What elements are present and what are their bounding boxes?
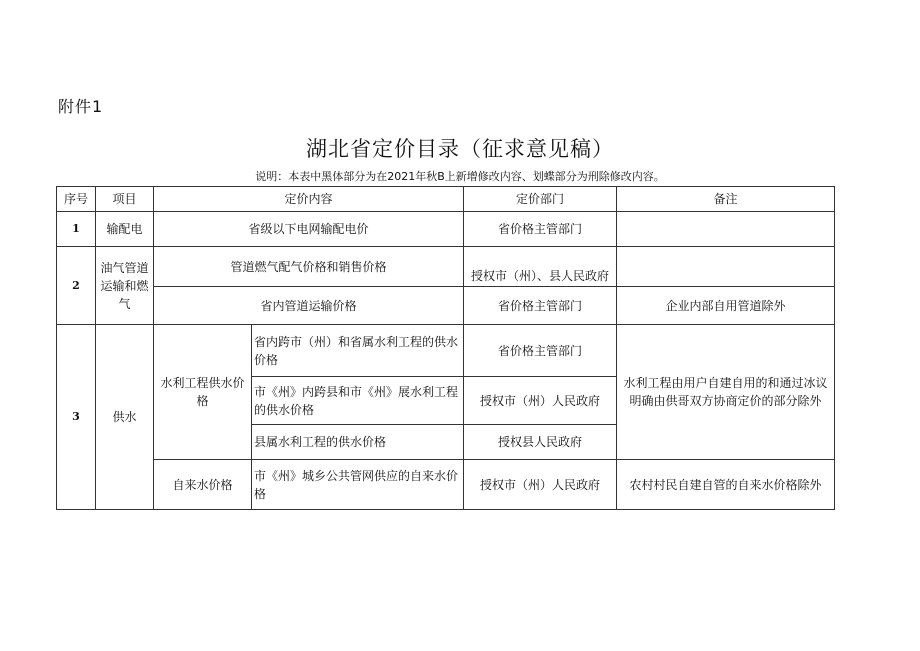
col-header-project: 项目 xyxy=(96,187,154,212)
row-content: 县属水利工程的供水价格 xyxy=(252,425,464,460)
row-content: 省级以下电网输配电价 xyxy=(154,212,464,247)
row-content: 市《州》内跨县和市《州》展水利工程的供水价格 xyxy=(252,377,464,425)
explanation-note: 说明：本表中黑体部分为在2021年秋B上新增修改内容、划蝶部分为刑除修改内容。 xyxy=(255,170,665,183)
row-content: 管道燃气配气价格和销售价格 xyxy=(154,247,464,287)
col-header-remark: 备注 xyxy=(617,187,835,212)
table-row xyxy=(57,325,835,377)
header-row xyxy=(57,187,835,212)
row-project: 输配电 xyxy=(96,212,154,247)
row-remark xyxy=(617,247,835,287)
row-project: 供水 xyxy=(96,325,154,510)
row-number: 3 xyxy=(57,325,96,510)
row-content: 市《州》城乡公共管网供应的自来水价格 xyxy=(252,460,464,510)
row-project: 油气管道运输和燃气 xyxy=(96,247,154,325)
row-department: 授权市（州）人民政府 xyxy=(464,460,617,510)
row-department: 省价格主管部门 xyxy=(464,212,617,247)
row-department: 省价格主管部门 xyxy=(464,325,617,377)
row-remark xyxy=(617,212,835,247)
row-subcategory: 自来水价格 xyxy=(154,460,252,510)
attachment-label: 附件1 xyxy=(58,97,104,116)
row-number: 1 xyxy=(57,212,96,247)
row-remark: 农村村民自建自管的自来水价格除外 xyxy=(617,460,835,510)
row-department: 省价格主管部门 xyxy=(464,287,617,325)
row-subcategory: 水利工程供水价格 xyxy=(154,325,252,460)
col-header-content: 定价内容 xyxy=(154,187,464,212)
row-department: 授权市（州）人民政府 xyxy=(464,377,617,425)
table-row xyxy=(57,212,835,247)
row-department: 授权县人民政府 xyxy=(464,425,617,460)
page-title: 湖北省定价目录（征求意见稿） xyxy=(306,137,614,161)
row-number: 2 xyxy=(57,247,96,325)
pricing-catalog-table xyxy=(56,186,835,510)
row-remark: 企业内部自用管道除外 xyxy=(617,287,835,325)
col-header-department: 定价部门 xyxy=(464,187,617,212)
row-content: 省内管道运输价格 xyxy=(154,287,464,325)
col-header-number: 序号 xyxy=(57,187,96,212)
row-remark: 水利工程由用户自建自用的和通过冰议明确由供哥双方协商定价的部分除外 xyxy=(617,325,835,460)
table-row xyxy=(57,460,835,510)
row-department: 授权市（州）、县人民政府 xyxy=(464,247,617,287)
row-content: 省内跨市（州）和省属水利工程的供水价格 xyxy=(252,325,464,377)
table-row xyxy=(57,247,835,287)
table-row xyxy=(57,287,835,325)
